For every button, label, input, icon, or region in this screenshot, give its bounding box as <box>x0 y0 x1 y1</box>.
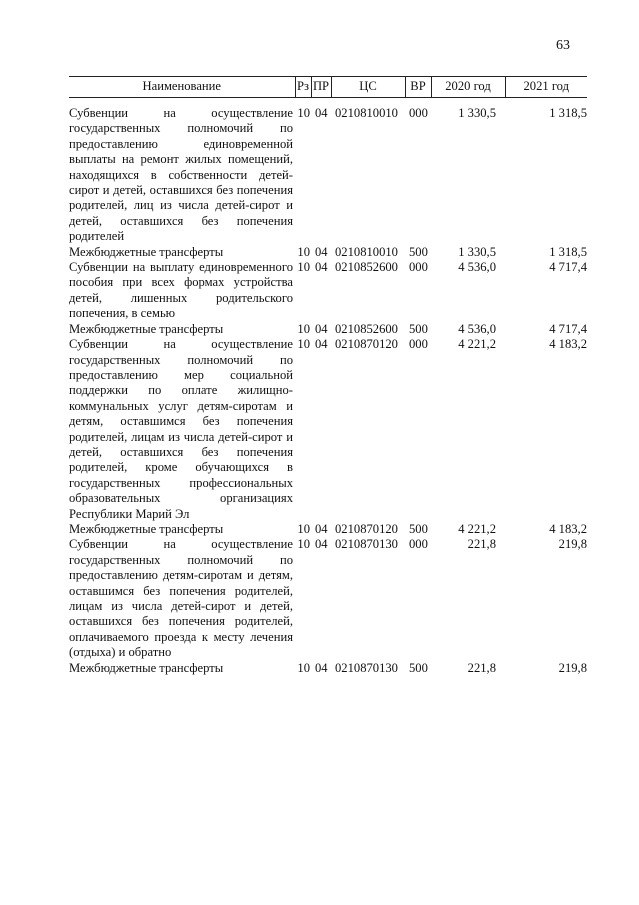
row-name: Субвенции на осуществление государственных полномочий по предоставлению мер социальной поддержки по оплате жилищно-коммунальных услуг детям-сиротам и детям, оставшимся без попечения родителей, лицам из числа детей-сирот и детей, оставшихся без попечения родителей, кроме обучающихся в государственных профессиональных образовательных организациях Республики Марий Эл <box>69 337 293 521</box>
header-pr: ПР <box>311 77 331 98</box>
row-pr: 04 <box>315 537 328 552</box>
row-rz: 10 <box>297 660 310 675</box>
row-2021: 1 318,5 <box>549 244 587 259</box>
row-rz: 10 <box>297 260 310 275</box>
header-rz: Рз <box>295 77 311 98</box>
row-vr: 500 <box>409 521 428 536</box>
row-pr: 04 <box>315 321 328 336</box>
row-2021: 219,8 <box>558 537 587 552</box>
table-row <box>69 522 587 537</box>
row-name: Межбюджетные трансферты <box>69 321 224 336</box>
row-rz: 10 <box>297 537 310 552</box>
budget-table <box>69 76 587 676</box>
row-pr: 04 <box>315 244 328 259</box>
row-2021: 4 183,2 <box>549 521 587 536</box>
row-vr: 000 <box>409 337 428 352</box>
table-row <box>69 661 587 676</box>
row-pr: 04 <box>315 660 328 675</box>
row-2021: 219,8 <box>558 660 587 675</box>
row-rz: 10 <box>297 106 310 120</box>
table-row <box>69 245 587 260</box>
row-vr: 500 <box>409 244 428 259</box>
row-cs: 0210870130 <box>335 660 398 675</box>
row-name: Межбюджетные трансферты <box>69 660 224 675</box>
row-2020: 4 221,2 <box>458 337 496 352</box>
row-vr: 000 <box>409 106 428 120</box>
row-pr: 04 <box>315 521 328 536</box>
row-name: Субвенции на осуществление государственных полномочий по предоставлению детям-сиротам и детям, оставшимся без попечения родителей, лицам из числа детей-сирот и детей, оставшихся без попечения родителей, оплачиваемого проезда к месту лечения (отдыха) и обратно <box>69 537 293 660</box>
table-row <box>69 98 587 245</box>
row-rz: 10 <box>297 321 310 336</box>
row-rz: 10 <box>297 244 310 259</box>
row-2020: 1 330,5 <box>458 106 496 120</box>
row-cs: 0210852600 <box>335 321 398 336</box>
row-2021: 4 717,4 <box>549 260 587 275</box>
row-name: Межбюджетные трансферты <box>69 521 224 536</box>
row-cs: 0210870130 <box>335 537 398 552</box>
row-2020: 221,8 <box>467 660 496 675</box>
row-2020: 221,8 <box>467 537 496 552</box>
row-vr: 500 <box>409 660 428 675</box>
row-pr: 04 <box>315 337 328 352</box>
row-name: Субвенции на осуществление государственных полномочий по предоставлению единовременной выплаты на ремонт жилых помещений, находящихся в собственности детей-сирот и детей, оставшихся без попечения родителей, лиц из числа детей-сирот и детей, оставшихся без попечения родителей <box>69 106 293 244</box>
row-2021: 4 717,4 <box>549 321 587 336</box>
table-row <box>69 337 587 522</box>
table-row <box>69 537 587 660</box>
row-2020: 4 536,0 <box>458 260 496 275</box>
row-vr: 000 <box>409 260 428 275</box>
table-header-row <box>69 77 587 98</box>
row-pr: 04 <box>315 106 328 120</box>
row-cs: 0210870120 <box>335 521 398 536</box>
row-2020: 4 221,2 <box>458 521 496 536</box>
row-2021: 4 183,2 <box>549 337 587 352</box>
row-2020: 1 330,5 <box>458 244 496 259</box>
row-vr: 000 <box>409 537 428 552</box>
header-vr: ВР <box>405 77 431 98</box>
row-cs: 0210870120 <box>335 337 398 352</box>
row-cs: 0210810010 <box>335 244 398 259</box>
table-row <box>69 322 587 337</box>
row-rz: 10 <box>297 521 310 536</box>
row-vr: 500 <box>409 321 428 336</box>
row-cs: 0210810010 <box>335 106 398 120</box>
row-name: Межбюджетные трансферты <box>69 244 224 259</box>
header-2020: 2020 год <box>431 77 505 98</box>
row-pr: 04 <box>315 260 328 275</box>
header-name: Наименование <box>69 77 295 98</box>
header-cs: ЦС <box>331 77 405 98</box>
row-cs: 0210852600 <box>335 260 398 275</box>
row-2020: 4 536,0 <box>458 321 496 336</box>
row-rz: 10 <box>297 337 310 352</box>
header-2021: 2021 год <box>505 77 587 98</box>
row-name: Субвенции на выплату единовременного пособия при всех формах устройства детей, лишенных родительского попечения, в семью <box>69 260 293 321</box>
page-number: 63 <box>556 38 570 53</box>
row-2021: 1 318,5 <box>549 106 587 120</box>
table-row <box>69 260 587 322</box>
